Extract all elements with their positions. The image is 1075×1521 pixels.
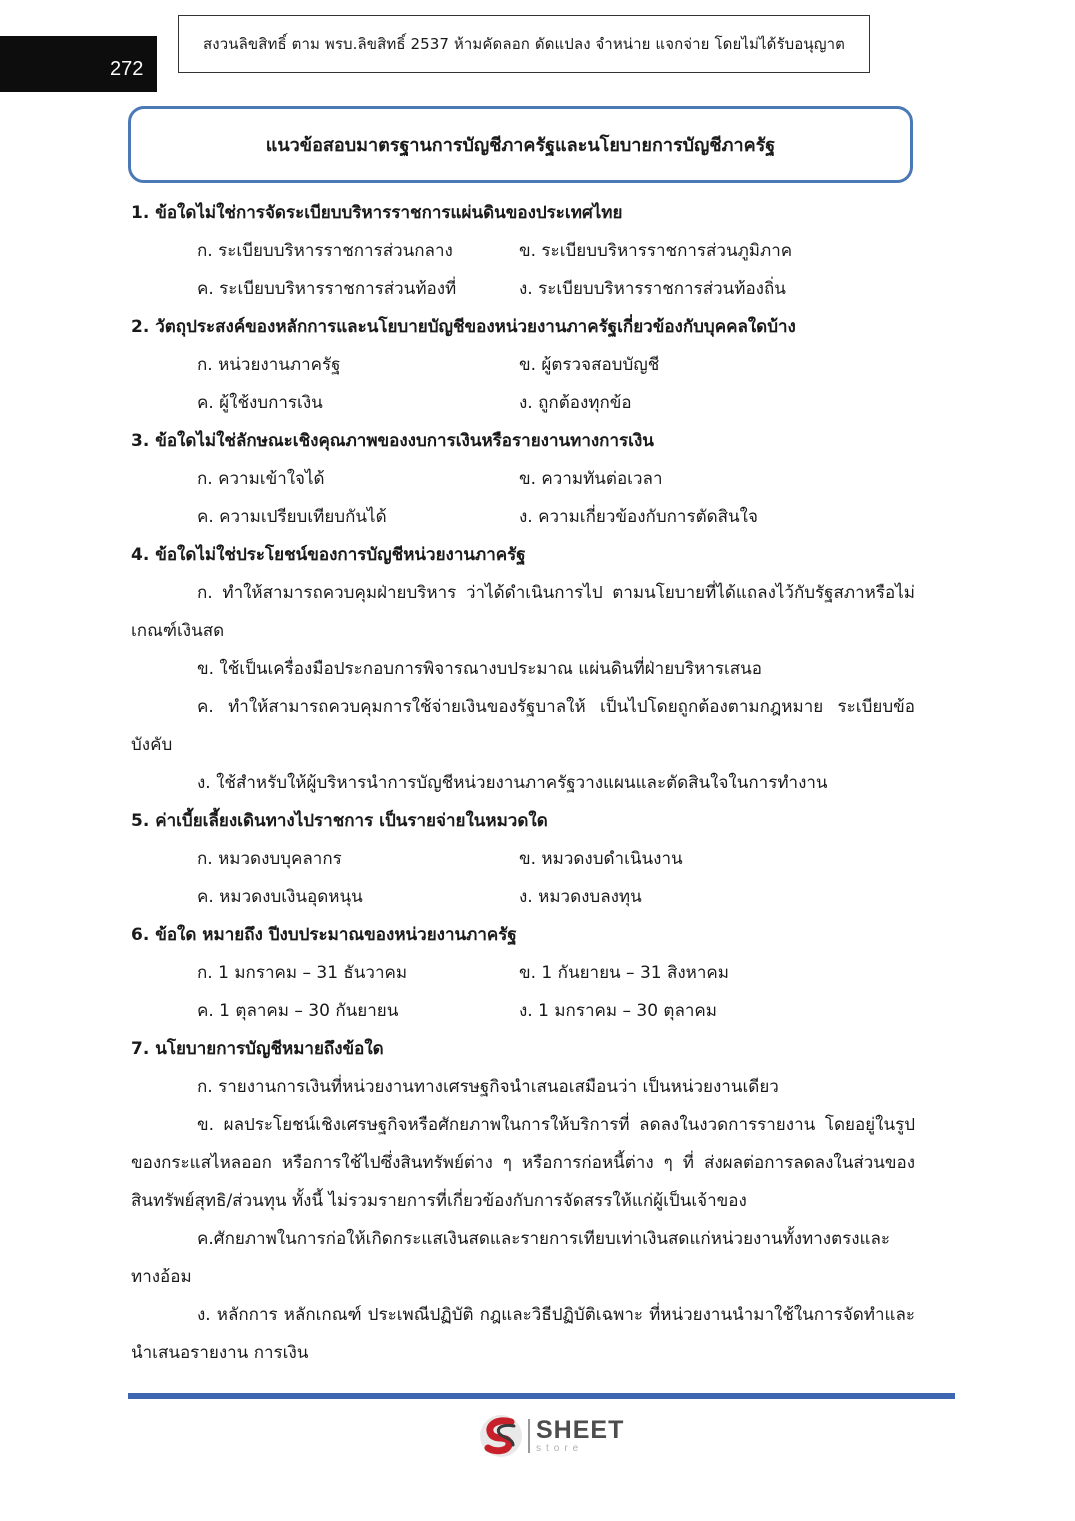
q2-option-b: ข. ผู้ตรวจสอบบัญชี — [519, 355, 660, 375]
q7-option-b: ข. ผลประโยชน์เชิงเศรษฐกิจหรือศักยภาพในการให้บริการที่ ลดลงในงวดการรายงาน โดยอยู่ในรูปของกระแสไหลออก หรือการใช้ไปซึ่งสินทรัพย์ต่าง ๆ หรือการก่อหนี้ต่าง ๆ ที่ ส่งผลต่อการลดลงในส่วนของสินทรัพย์สุทธิ/ส่วนทุน ทั้งนี้ ไม่รวมรายการที่เกี่ยวข้องกับการจัดสรรให้แก่ผู้เป็นเจ้าของ — [131, 1115, 915, 1211]
q2-option-c: ค. ผู้ใช้งบการเงิน — [197, 393, 323, 413]
q4-option-c: ค. ทำให้สามารถควบคุมการใช้จ่ายเงินของรัฐบาลให้ เป็นไปโดยถูกต้องตามกฎหมาย ระเบียบข้อบังคับ — [131, 697, 915, 755]
q6-option-b: ข. 1 กันยายน – 31 สิงหาคม — [519, 963, 730, 983]
q3-option-d: ง. ความเกี่ยวข้องกับการตัดสินใจ — [519, 507, 758, 527]
logo-divider — [528, 1419, 530, 1453]
q1-option-c: ค. ระเบียบบริหารราชการส่วนท้องที่ — [197, 279, 457, 299]
q5-option-b: ข. หมวดงบดำเนินงาน — [519, 849, 683, 869]
q3-option-a: ก. ความเข้าใจได้ — [197, 469, 325, 489]
q5-option-c: ค. หมวดงบเงินอุดหนุน — [197, 887, 363, 907]
question-1: 1. ข้อใดไม่ใช่การจัดระเบียบบริหารราชการแผ่นดินของประเทศไทย — [131, 203, 623, 223]
logo-sub: store — [536, 1443, 584, 1454]
footer-rule — [128, 1393, 955, 1399]
question-4: 4. ข้อใดไม่ใช่ประโยชน์ของการบัญชีหน่วยงานภาครัฐ — [131, 545, 526, 565]
q7-option-c: ค.ศักยภาพในการก่อให้เกิดกระแสเงินสดและรายการเทียบเท่าเงินสดแก่หน่วยงานทั้งทางตรงและทางอ้อม — [131, 1229, 891, 1287]
q2-option-d: ง. ถูกต้องทุกข้อ — [519, 393, 632, 413]
page-title: แนวข้อสอบมาตรฐานการบัญชีภาครัฐและนโยบายการบัญชีภาครัฐ — [128, 106, 913, 183]
q7-option-d: ง. หลักการ หลักเกณฑ์ ประเพณีปฏิบัติ กฎและวิธีปฏิบัติเฉพาะ ที่หน่วยงานนำมาใช้ในการจัดทำและนำเสนอรายงาน การเงิน — [131, 1305, 915, 1363]
q1-option-b: ข. ระเบียบบริหารราชการส่วนภูมิภาค — [519, 241, 793, 261]
q1-option-a: ก. ระเบียบบริหารราชการส่วนกลาง — [197, 241, 453, 261]
question-6: 6. ข้อใด หมายถึง ปีงบประมาณของหน่วยงานภาครัฐ — [131, 925, 517, 945]
question-3: 3. ข้อใดไม่ใช่ลักษณะเชิงคุณภาพของงบการเงินหรือรายงานทางการเงิน — [131, 431, 654, 451]
question-2: 2. วัตถุประสงค์ของหลักการและนโยบายบัญชีของหน่วยงานภาครัฐเกี่ยวข้องกับบุคคลใดบ้าง — [131, 317, 796, 337]
sheet-store-logo-icon — [478, 1413, 524, 1459]
q5-option-d: ง. หมวดงบลงทุน — [519, 887, 642, 907]
q3-option-c: ค. ความเปรียบเทียบกันได้ — [197, 507, 387, 527]
q6-option-d: ง. 1 มกราคม – 30 ตุลาคม — [519, 1001, 718, 1021]
q4-option-a: ก. ทำให้สามารถควบคุมฝ่ายบริหาร ว่าได้ดำเนินการไป ตามนโยบายที่ได้แถลงไว้กับรัฐสภาหรือไม่ เกณฑ์เงินสด — [131, 583, 915, 641]
q5-option-a: ก. หมวดงบบุคลากร — [197, 849, 342, 869]
question-7: 7. นโยบายการบัญชีหมายถึงข้อใด — [131, 1039, 384, 1059]
copyright-notice: สงวนลิขสิทธิ์ ตาม พรบ.ลิขสิทธิ์ 2537 ห้ามคัดลอก ดัดแปลง จำหน่าย แจกจ่าย โดยไม่ได้รับอนุญาต — [178, 15, 870, 73]
q4-option-b: ข. ใช้เป็นเครื่องมือประกอบการพิจารณางบประมาณ แผ่นดินที่ฝ่ายบริหารเสนอ — [197, 659, 762, 679]
question-list — [131, 194, 915, 1372]
q6-option-c: ค. 1 ตุลาคม – 30 กันยายน — [197, 1001, 399, 1021]
q1-option-d: ง. ระเบียบบริหารราชการส่วนท้องถิ่น — [519, 279, 786, 299]
logo-text — [536, 1418, 624, 1454]
q7-option-a: ก. รายงานการเงินที่หน่วยงานทางเศรษฐกิจนำเสนอเสมือนว่า เป็นหน่วยงานเดียว — [197, 1077, 779, 1097]
q4-option-d: ง. ใช้สำหรับให้ผู้บริหารนำการบัญชีหน่วยงานภาครัฐวางแผนและตัดสินใจในการทำงาน — [197, 773, 828, 793]
sheet-store-logo — [478, 1413, 628, 1459]
q3-option-b: ข. ความทันต่อเวลา — [519, 469, 663, 489]
q2-option-a: ก. หน่วยงานภาครัฐ — [197, 355, 341, 375]
question-5: 5. ค่าเบี้ยเลี้ยงเดินทางไปราชการ เป็นรายจ่ายในหมวดใด — [131, 811, 548, 831]
page-number: 272 — [0, 36, 157, 92]
logo-word: SHEET — [536, 1416, 625, 1444]
q6-option-a: ก. 1 มกราคม – 31 ธันวาคม — [197, 963, 408, 983]
